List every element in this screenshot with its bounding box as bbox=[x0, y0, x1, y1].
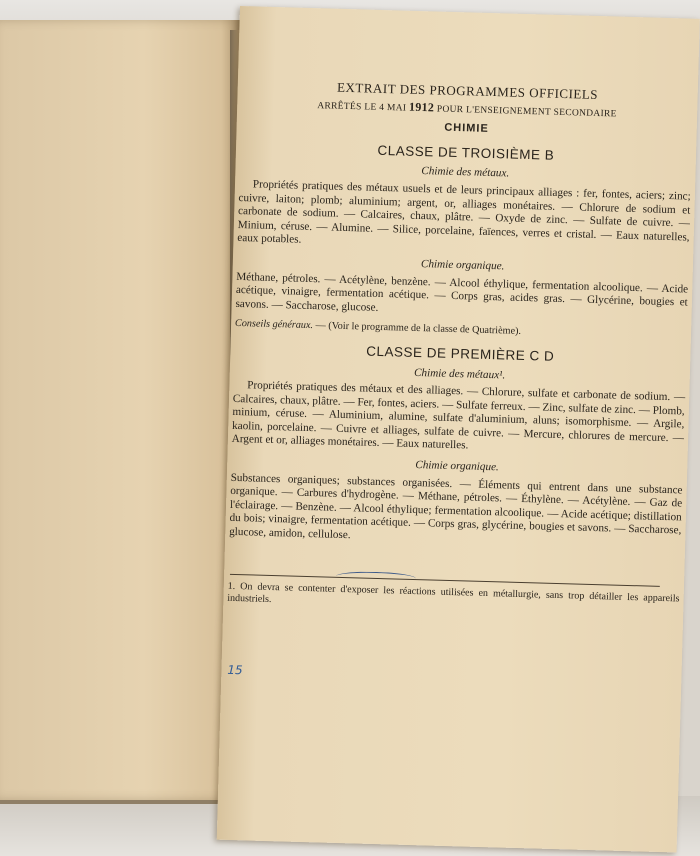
conseils-text: — (Voir le programme de la classe de Quatrième). bbox=[312, 320, 522, 338]
paragraph-metaux-premiere: Propriétés pratiques des métaux et des alliages. — Chlorure, sulfate et carbonate de sodium. — Calcaires, chaux, plâtre. — Fer, fontes, aciers. — Sulfate ferreux. — Zinc, sulfate de zinc. — Plomb, minium, céruse. — Aluminium, alumine, sulfate d'aluminium, aluns; isomorphisme. — Argile, kaolin, porcelaine. — Cuivre et alliages, sulfate de cuivre. — Mercure, chlorures de mercure. — Argent et or, alliages monétaires. — Eaux naturelles. bbox=[231, 379, 686, 452]
subheading-metaux: Chimie des métaux. bbox=[421, 165, 510, 180]
paragraph-organique: Méthane, pétroles. — Acétylène, benzène. — Alcool éthylique, fermentation alcoolique. — Acide acétique, vinaigre, fermentation acétique. — Corps gras, acides gras. — Glycérine, bougies et savons. — Saccharose, glucose. bbox=[235, 270, 689, 314]
subtitle-post: POUR L'ENSEIGNEMENT SECONDAIRE bbox=[436, 104, 617, 120]
subheading-organique: Chimie organique. bbox=[420, 258, 505, 273]
paragraph-organique-premiere: Substances organiques; substances organisées. — Éléments qui entrent dans une substance organique. — Carbures d'hydrogène. — Méthane, pétroles. — Éthylène. — Acétylène. — Gaz de l'éclairage. — Benzène. — Alcool éthylique; fermentation alcoolique. — Acide acétique; distillation du bois; vinaigre, fermentation acétique. — Corps gras, glycérine, bougies et savons. — Saccharose, glucose, amidon, cellulose. bbox=[228, 471, 683, 542]
page-content bbox=[221, 72, 693, 824]
paragraph-metaux: Propriétés pratiques des métaux usuels et de leurs principaux alliages : fer, fontes, aciers; zinc; cuivre, laiton; plomb; aluminium; argent, or, alliages monétaires. — Chlorure de sodium et carbonate de sodium. — Calcaires, chaux, plâtre. — Oxyde de zinc. — Sulfate de cuivre. — Minium, céruse. — Alumine. — Silice, porcelaine, faïences, verres et cristal. — Eaux naturelles, eaux potables. bbox=[237, 178, 691, 247]
subheading-metaux-premiere: Chimie des métaux¹. bbox=[413, 366, 506, 381]
section-heading-premiere: CLASSE DE PREMIÈRE C D bbox=[366, 343, 555, 364]
left-page bbox=[0, 20, 240, 804]
conseils-label: Conseils généraux. bbox=[234, 318, 314, 332]
subtitle-year: 1912 bbox=[408, 99, 435, 114]
footnote: 1. On devra se contenter d'exposer les réactions utilisées en métallurgie, sans trop détailler les appareils industriels. bbox=[227, 580, 680, 605]
subtitle-pre: ARRÊTÉS LE 4 MAI bbox=[317, 100, 407, 114]
subject-heading: CHIMIE bbox=[444, 121, 489, 136]
handwritten-underline bbox=[336, 571, 416, 584]
section-heading-troisieme: CLASSE DE TROISIÈME B bbox=[377, 142, 555, 163]
subheading-organique-premiere: Chimie organique. bbox=[415, 459, 499, 474]
handwritten-margin-number: 15 bbox=[227, 662, 243, 678]
page-title: EXTRAIT DES PROGRAMMES OFFICIELS bbox=[336, 79, 599, 102]
